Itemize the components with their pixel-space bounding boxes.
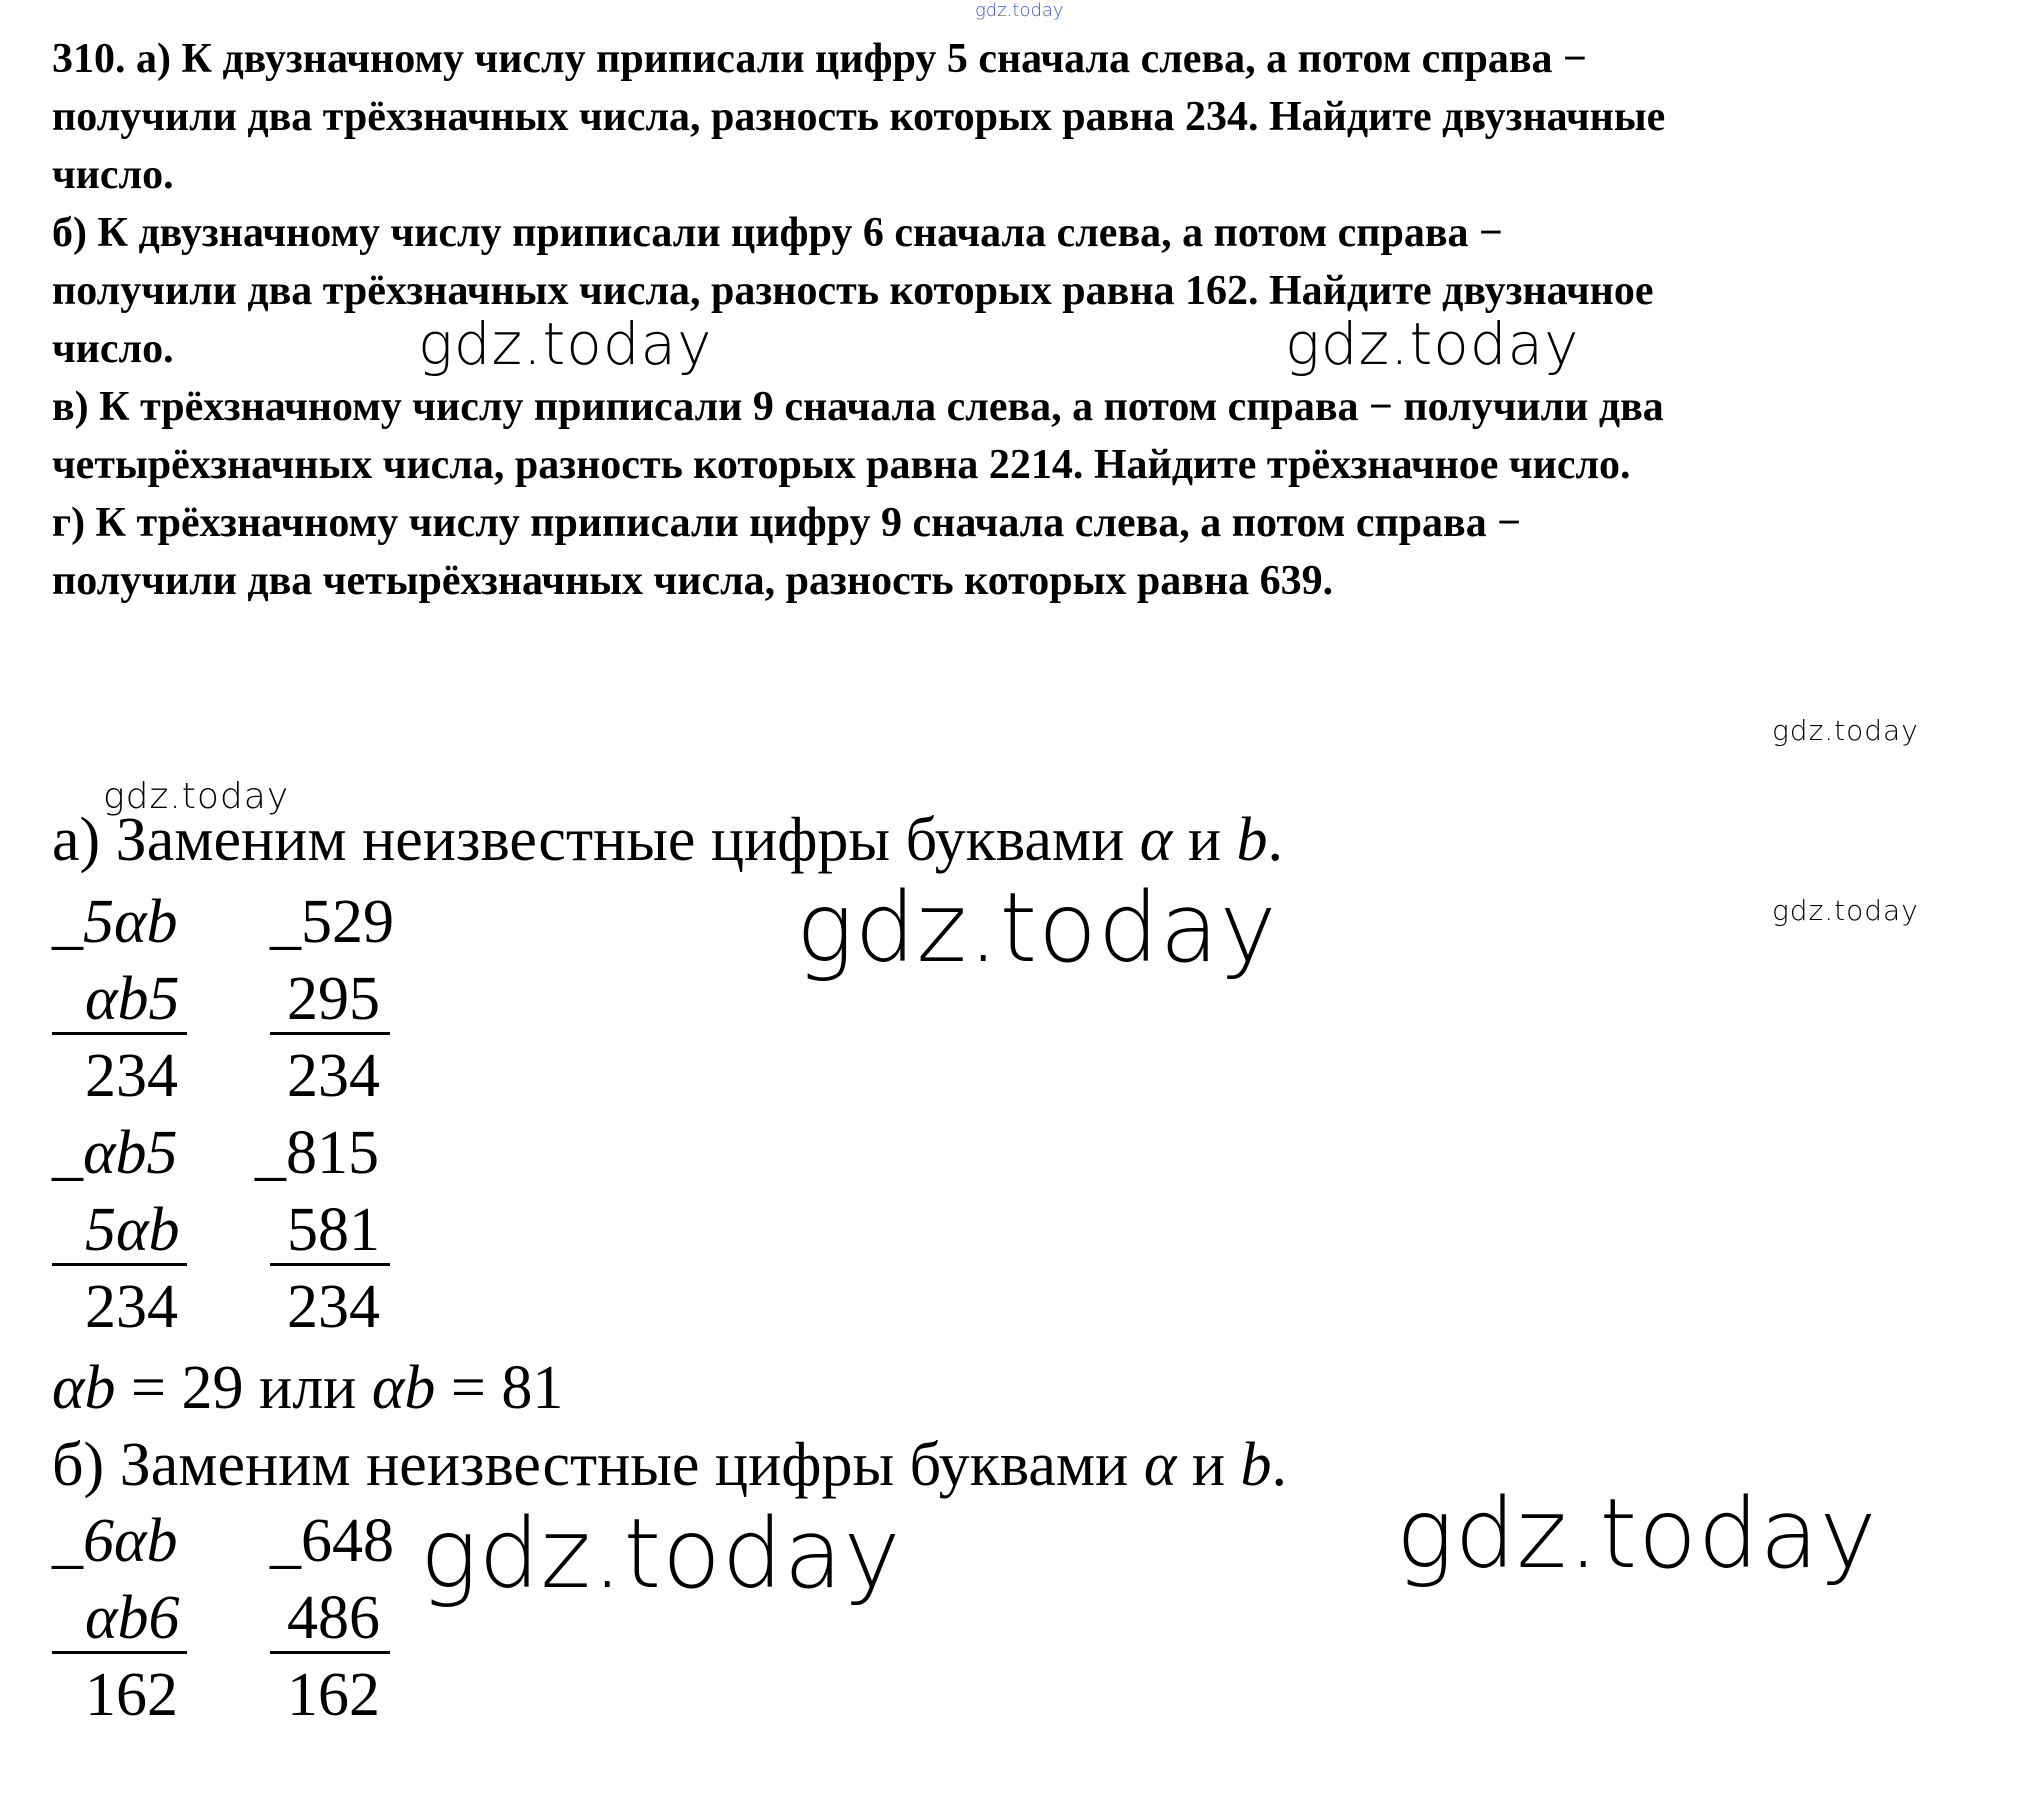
calc-a-col2-r4: _815 (255, 1119, 379, 1187)
problem-a-line3: число. (52, 152, 174, 198)
solution-a-intro (52, 802, 1283, 879)
watermark: gdz.today (1285, 310, 1580, 378)
underline (52, 1032, 187, 1035)
watermark: gdz.today (103, 776, 290, 817)
problem-b-line2: получили два трёхзначных числа, разность которых равна 162. Найдите двузначное (52, 268, 1654, 314)
watermark: gdz.today (796, 872, 1278, 984)
calc-a-col2-r5: 581 (287, 1196, 380, 1264)
solution-a-intro-text: а) Заменим неизвестные цифры буквами (52, 806, 1140, 874)
watermark: gdz.today (1772, 714, 1919, 747)
calc-a-col1-r2: αb5 (85, 965, 180, 1033)
calc-b-col2-r3: 162 (287, 1661, 380, 1729)
solution-a-result (52, 1350, 563, 1427)
and-text: и (1172, 806, 1237, 874)
watermark: gdz.today (418, 310, 713, 378)
dot: . (1271, 1431, 1288, 1499)
result-mid: = 29 или (115, 1354, 372, 1422)
underline (270, 1032, 390, 1035)
calc-a-col1-r4: _αb5 (52, 1119, 178, 1187)
result-lhs1: αb (52, 1354, 116, 1422)
calc-a-col2-r3: 234 (287, 1042, 380, 1110)
calc-a-col1-r6: 234 (85, 1273, 178, 1341)
calc-b-col1-r1: _6αb (52, 1507, 178, 1575)
problem-c-line2: четырёхзначных числа, разность которых равна 2214. Найдите трёхзначное число. (52, 442, 1631, 488)
problem-b-line3: число. (52, 326, 174, 372)
problem-d-line1: г) К трёхзначному числу приписали цифру 9 сначала слева, а потом справа − (52, 500, 1522, 546)
problem-a-line1: 310. а) К двузначному числу приписали цифру 5 сначала слева, а потом справа − (52, 36, 1587, 82)
watermark-top: gdz.today (975, 0, 1064, 21)
calc-b-col2-r2: 486 (287, 1584, 380, 1652)
problem-a-line2: получили два трёхзначных числа, разность которых равна 234. Найдите двузначные (52, 94, 1666, 140)
solution-b-intro-text: б) Заменим неизвестные цифры буквами (52, 1431, 1144, 1499)
var-alpha: α (1143, 1431, 1177, 1499)
solution-b-intro (52, 1427, 1287, 1504)
result-end: = 81 (435, 1354, 564, 1422)
underline (270, 1651, 390, 1654)
calc-a-col1-r3: 234 (85, 1042, 178, 1110)
var-alpha: α (1139, 806, 1173, 874)
calc-b-col1-r3: 162 (85, 1661, 178, 1729)
calc-b-col1-r2: αb6 (85, 1584, 180, 1652)
calc-b-col2-r1: _648 (270, 1507, 394, 1575)
dot: . (1267, 806, 1284, 874)
watermark: gdz.today (420, 1498, 902, 1610)
problem-c-line1: в) К трёхзначному числу приписали 9 сначала слева, а потом справа − получили два (52, 384, 1664, 430)
watermark: gdz.today (1772, 894, 1919, 927)
result-lhs2: αb (371, 1354, 436, 1422)
and-text: и (1176, 1431, 1241, 1499)
var-b: b (1236, 806, 1268, 874)
calc-a-col2-r6: 234 (287, 1273, 380, 1341)
problem-d-line2: получили два четырёхзначных числа, разность которых равна 639. (52, 558, 1334, 604)
calc-a-col1-r1: _5αb (52, 888, 178, 956)
calc-a-col2-r1: _529 (270, 888, 394, 956)
calc-a-col2-r2: 295 (287, 965, 380, 1033)
problem-statement (52, 30, 2012, 610)
var-b: b (1240, 1431, 1272, 1499)
problem-b-line1: б) К двузначному числу приписали цифру 6 сначала слева, а потом справа − (52, 210, 1503, 256)
underline (52, 1651, 187, 1654)
underline (52, 1263, 187, 1266)
underline (270, 1263, 390, 1266)
watermark: gdz.today (1396, 1478, 1878, 1590)
calc-a-col1-r5: 5αb (85, 1196, 180, 1264)
